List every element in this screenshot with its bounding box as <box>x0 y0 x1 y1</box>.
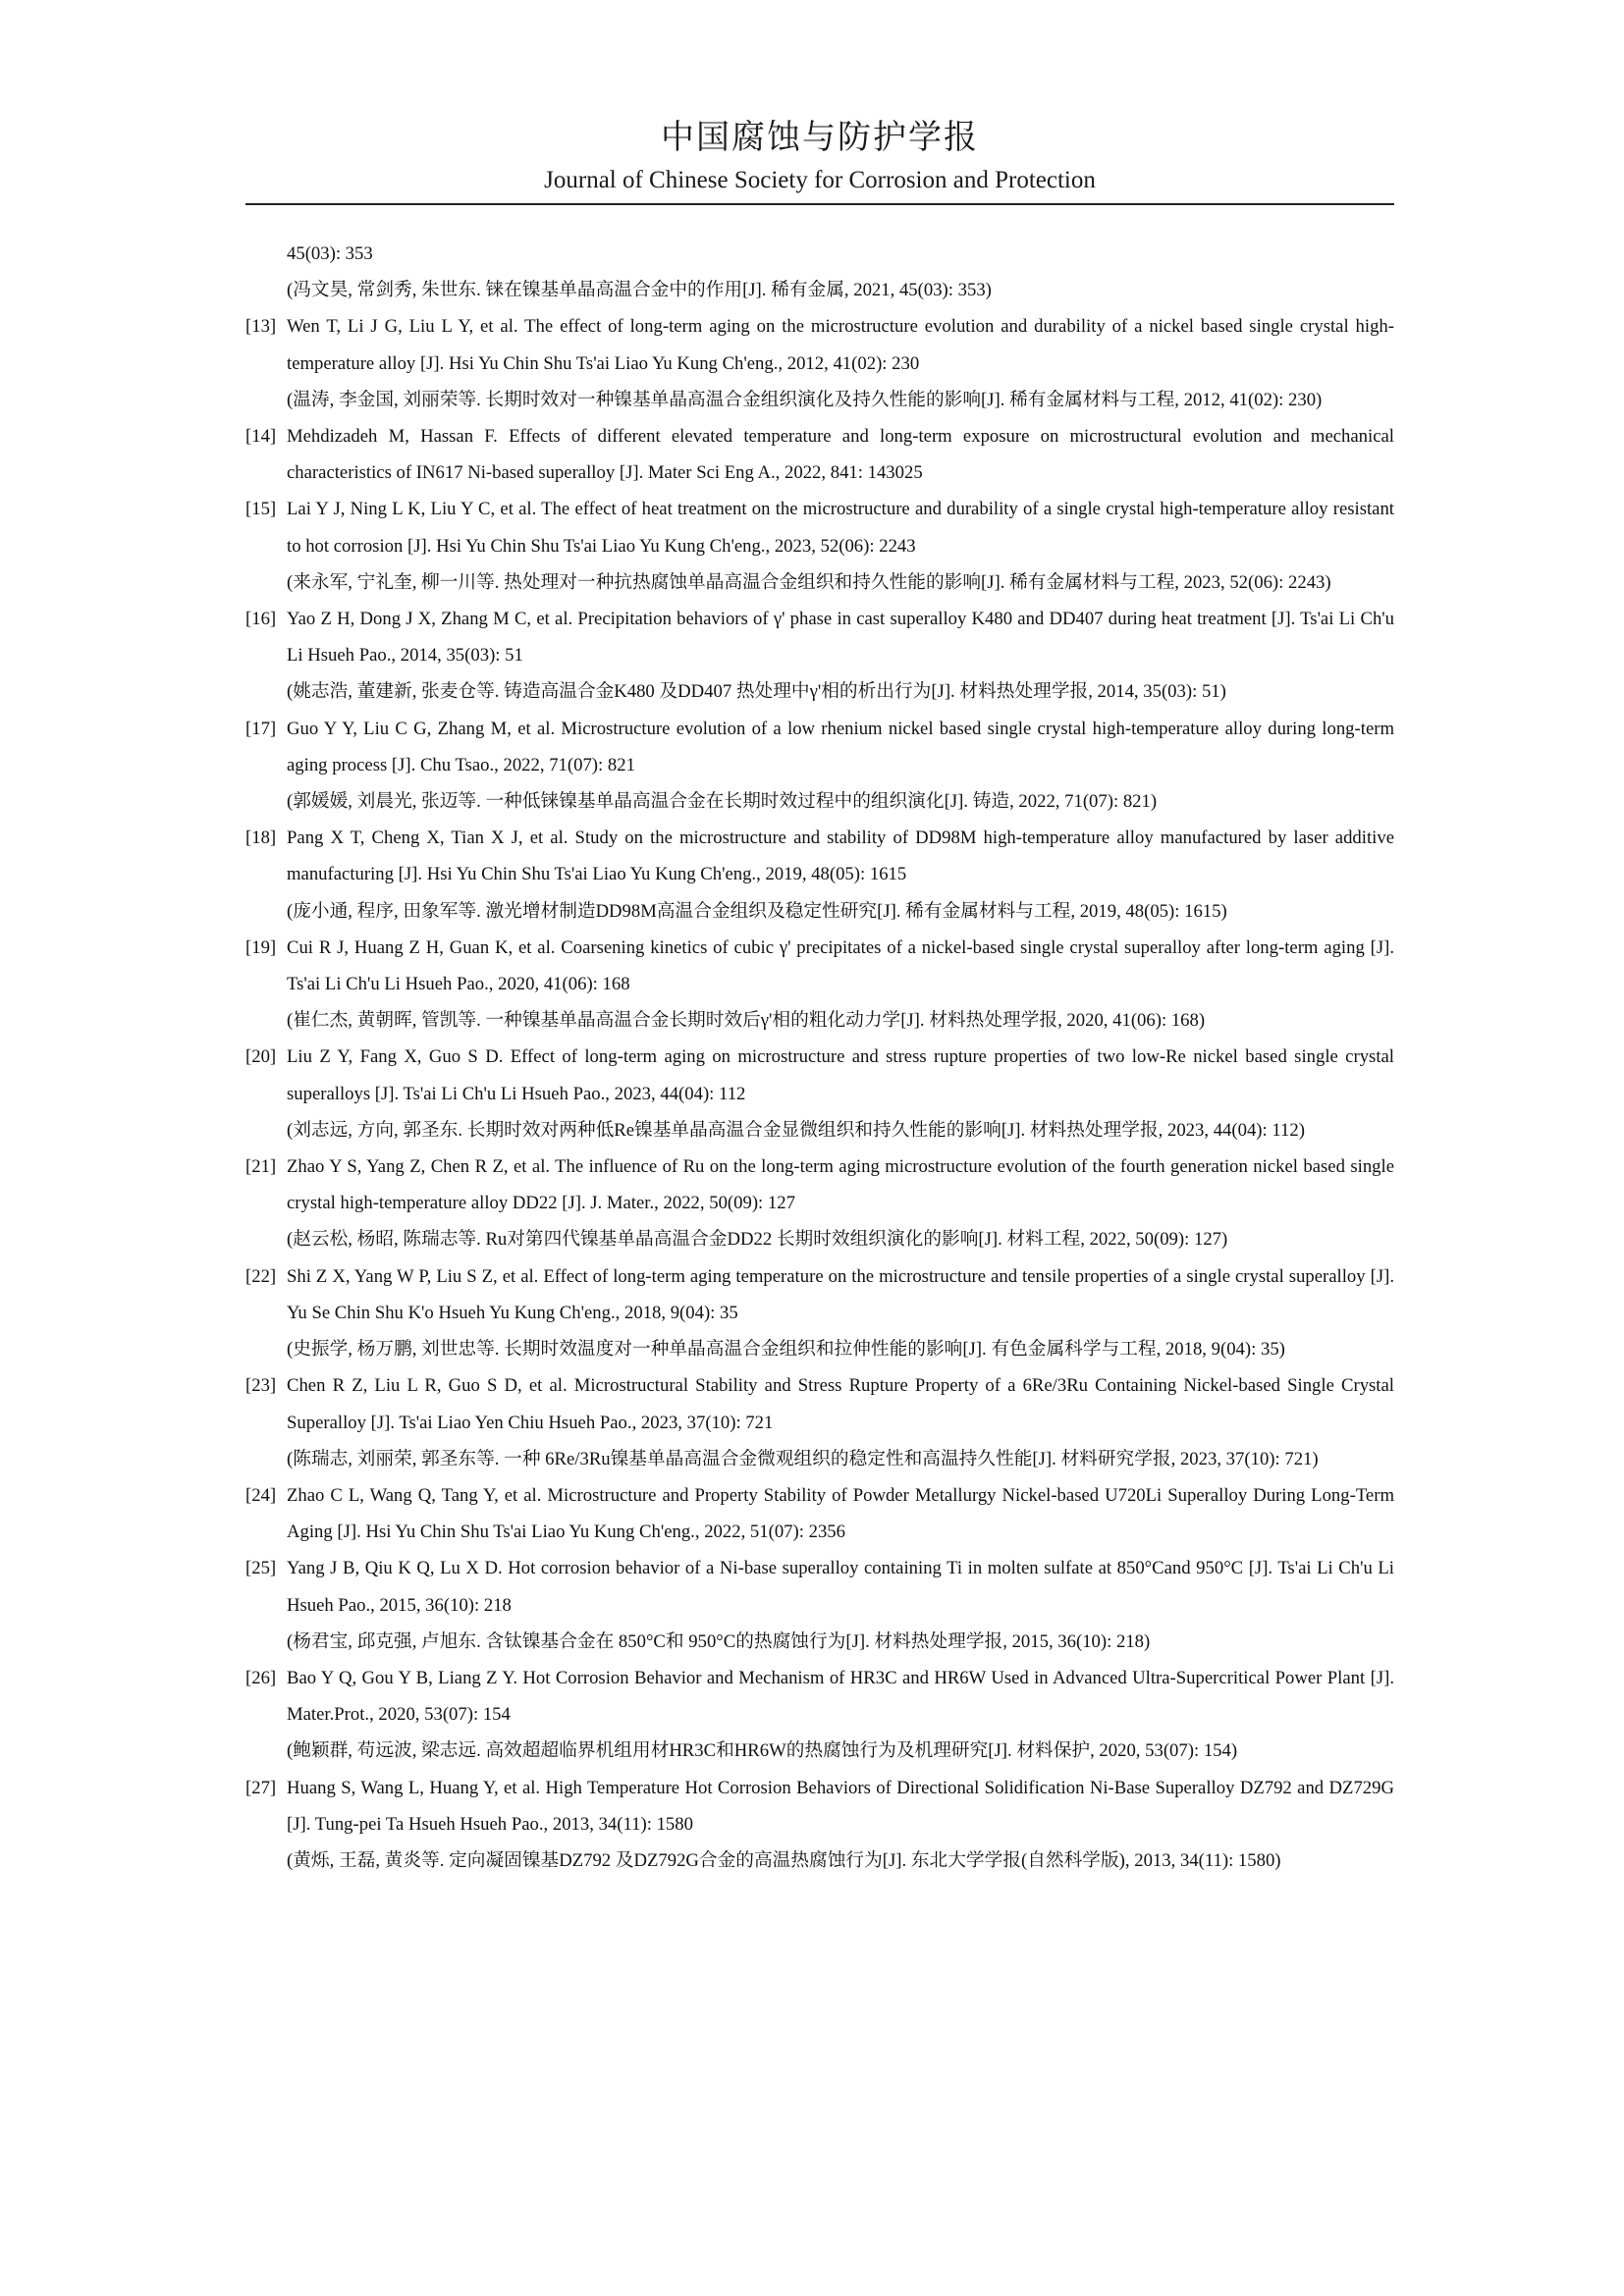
reference-item <box>245 1477 1394 1550</box>
reference-english-text: Lai Y J, Ning L K, Liu Y C, et al. The effect of heat treatment on the microstructure and durability of a single crystal high-temperature alloy resistant to hot corrosion [J]. Hsi Yu Chin Shu Ts'ai Liao Yu Kung Ch'eng., 2023, 52(06): 2243 <box>287 499 1394 557</box>
reference-number: [26] <box>245 1667 277 1688</box>
reference-number: [16] <box>245 609 277 630</box>
reference-item <box>245 1258 1394 1368</box>
reference-item <box>245 1148 1394 1258</box>
reference-item <box>245 491 1394 601</box>
reference-continued-from-previous-page <box>245 236 1394 308</box>
reference-list <box>245 236 1394 1879</box>
reference-english-text: Wen T, Li J G, Liu L Y, et al. The effect of long-term aging on the microstructure evolution and durability of a nickel based single crystal high-temperature alloy [J]. Hsi Yu Chin Shu Ts'ai Liao Yu Kung Ch'eng., 2012, 41(02): 230 <box>287 316 1394 374</box>
reference-chinese-text: (陈瑞志, 刘丽荣, 郭圣东等. 一种 6Re/3Ru镍基单晶高温合金微观组织的稳定性和高温持久性能[J]. 材料研究学报, 2023, 37(10): 721) <box>287 1448 1319 1469</box>
reference-item <box>245 1660 1394 1770</box>
reference-chinese-text: (温涛, 李金国, 刘丽荣等. 长期时效对一种镍基单晶高温合金组织演化及持久性能的影响[J]. 稀有金属材料与工程, 2012, 41(02): 230) <box>287 389 1323 410</box>
reference-number: [21] <box>245 1156 277 1178</box>
reference-item <box>245 308 1394 418</box>
reference-item <box>245 711 1394 821</box>
reference-chinese-text: (崔仁杰, 黄朝晖, 管凯等. 一种镍基单晶高温合金长期时效后γ'相的粗化动力学[J]. 材料热处理学报, 2020, 41(06): 168) <box>287 1010 1206 1032</box>
header-divider <box>245 203 1394 205</box>
reference-english-text: Zhao C L, Wang Q, Tang Y, et al. Microstructure and Property Stability of Powder Metallurgy Nickel-based U720Li Superalloy During Long-Term Aging [J]. Hsi Yu Chin Shu Ts'ai Liao Yu Kung Ch'eng., 2022, 51(07): 2356 <box>287 1484 1394 1543</box>
reference-chinese-text: (鲍颖群, 苟远波, 梁志远. 高效超超临界机组用材HR3C和HR6W的热腐蚀行为及机理研究[J]. 材料保护, 2020, 53(07): 154) <box>287 1740 1238 1762</box>
reference-english-text: 45(03): 353 <box>287 243 373 264</box>
reference-number: [18] <box>245 828 277 849</box>
reference-item <box>245 418 1394 491</box>
journal-title-english: Journal of Chinese Society for Corrosion and Protection <box>544 167 1096 193</box>
reference-chinese-text: (刘志远, 方向, 郭圣东. 长期时效对两种低Re镍基单晶高温合金显微组织和持久性能的影响[J]. 材料热处理学报, 2023, 44(04): 112) <box>287 1119 1305 1141</box>
reference-number: [27] <box>245 1777 277 1798</box>
reference-item <box>245 1367 1394 1477</box>
reference-number: [24] <box>245 1484 277 1506</box>
reference-number: [20] <box>245 1046 277 1068</box>
reference-english-text: Liu Z Y, Fang X, Guo S D. Effect of long-term aging on microstructure and stress rupture properties of two low-Re nickel based single crystal superalloys [J]. Ts'ai Li Ch'u Li Hsueh Pao., 2023, 44(04): 112 <box>287 1046 1394 1104</box>
journal-title-chinese: 中国腐蚀与防护学报 <box>661 118 979 157</box>
reference-item <box>245 1039 1394 1148</box>
reference-item <box>245 820 1394 930</box>
reference-english-text: Cui R J, Huang Z H, Guan K, et al. Coarsening kinetics of cubic γ' precipitates of a nickel-based single crystal superalloy after long-term aging [J]. Ts'ai Li Ch'u Li Hsueh Pao., 2020, 41(06): 168 <box>287 936 1394 995</box>
reference-english-text: Bao Y Q, Gou Y B, Liang Z Y. Hot Corrosion Behavior and Mechanism of HR3C and HR6W Used in Advanced Ultra-Supercritical Power Plant [J]. Mater.Prot., 2020, 53(07): 154 <box>287 1667 1394 1726</box>
reference-english-text: Yang J B, Qiu K Q, Lu X D. Hot corrosion behavior of a Ni-base superalloy containing Ti in molten sulfate at 850°Cand 950°C [J]. Ts'ai Li Ch'u Li Hsueh Pao., 2015, 36(10): 218 <box>287 1558 1394 1616</box>
reference-english-text: Yao Z H, Dong J X, Zhang M C, et al. Precipitation behaviors of γ' phase in cast superalloy K480 and DD407 during heat treatment [J]. Ts'ai Li Ch'u Li Hsueh Pao., 2014, 35(03): 51 <box>287 609 1394 667</box>
reference-english-text: Huang S, Wang L, Huang Y, et al. High Temperature Hot Corrosion Behaviors of Directional Solidification Ni-Base Superalloy DZ792 and DZ729G [J]. Tung-pei Ta Hsueh Hsueh Pao., 2013, 34(11): 1580 <box>287 1777 1394 1835</box>
reference-number: [22] <box>245 1265 277 1287</box>
reference-item <box>245 930 1394 1040</box>
reference-item <box>245 601 1394 711</box>
reference-number: [15] <box>245 499 277 520</box>
reference-chinese-text: (郭媛媛, 刘晨光, 张迈等. 一种低铼镍基单晶高温合金在长期时效过程中的组织演化[J]. 铸造, 2022, 71(07): 821) <box>287 791 1158 813</box>
reference-chinese-text: (赵云松, 杨昭, 陈瑞志等. Ru对第四代镍基单晶高温合金DD22 长期时效组织演化的影响[J]. 材料工程, 2022, 50(09): 127) <box>287 1229 1228 1251</box>
reference-english-text: Chen R Z, Liu L R, Guo S D, et al. Microstructural Stability and Stress Rupture Property of a 6Re/3Ru Containing Nickel-based Single Crystal Superalloy [J]. Ts'ai Liao Yen Chiu Hsueh Pao., 2023, 37(10): 721 <box>287 1375 1394 1433</box>
reference-number: [25] <box>245 1558 277 1579</box>
reference-chinese-text: (姚志浩, 董建新, 张麦仓等. 铸造高温合金K480 及DD407 热处理中γ'相的析出行为[J]. 材料热处理学报, 2014, 35(03): 51) <box>287 681 1226 703</box>
reference-number: [17] <box>245 718 277 739</box>
reference-english-text: Pang X T, Cheng X, Tian X J, et al. Study on the microstructure and stability of DD98M high-temperature alloy manufactured by laser additive manufacturing [J]. Hsi Yu Chin Shu Ts'ai Liao Yu Kung Ch'eng., 2019, 48(05): 1615 <box>287 828 1394 885</box>
reference-english-text: Guo Y Y, Liu C G, Zhang M, et al. Microstructure evolution of a low rhenium nickel based single crystal high-temperature alloy during long-term aging process [J]. Chu Tsao., 2022, 71(07): 821 <box>287 718 1394 775</box>
reference-chinese-text: (来永军, 宁礼奎, 柳一川等. 热处理对一种抗热腐蚀单晶高温合金组织和持久性能的影响[J]. 稀有金属材料与工程, 2023, 52(06): 2243) <box>287 571 1331 593</box>
reference-chinese-text: (庞小通, 程序, 田象军等. 激光增材制造DD98M高温合金组织及稳定性研究[J]. 稀有金属材料与工程, 2019, 48(05): 1615) <box>287 900 1227 922</box>
journal-header <box>245 116 1394 196</box>
reference-chinese-text: (黄烁, 王磊, 黄炎等. 定向凝固镍基DZ792 及DZ792G合金的高温热腐蚀行为[J]. 东北大学学报(自然科学版), 2013, 34(11): 1580) <box>287 1849 1281 1871</box>
reference-number: [23] <box>245 1375 277 1397</box>
reference-english-text: Zhao Y S, Yang Z, Chen R Z, et al. The influence of Ru on the long-term aging microstructure evolution of the fourth generation nickel based single crystal high-temperature alloy DD22 [J]. J. Mater., 2022, 50(09): 127 <box>287 1156 1394 1214</box>
reference-chinese-text: (史振学, 杨万鹏, 刘世忠等. 长期时效温度对一种单晶高温合金组织和拉伸性能的影响[J]. 有色金属科学与工程, 2018, 9(04): 35) <box>287 1339 1285 1361</box>
reference-chinese-text: (杨君宝, 邱克强, 卢旭东. 含钛镍基合金在 850°C和 950°C的热腐蚀行为[J]. 材料热处理学报, 2015, 36(10): 218) <box>287 1630 1151 1652</box>
reference-chinese-text: (冯文昊, 常剑秀, 朱世东. 铼在镍基单晶高温合金中的作用[J]. 稀有金属, 2021, 45(03): 353) <box>287 280 992 301</box>
reference-number: [19] <box>245 936 277 958</box>
reference-number: [13] <box>245 316 277 338</box>
reference-english-text: Mehdizadeh M, Hassan F. Effects of different elevated temperature and long-term exposure on microstructural evolution and mechanical characteristics of IN617 Ni-based superalloy [J]. Mater Sci Eng A., 2022, 841: 143025 <box>287 426 1394 484</box>
reference-item <box>245 1770 1394 1880</box>
reference-item <box>245 1550 1394 1660</box>
reference-number: [14] <box>245 426 277 448</box>
reference-english-text: Shi Z X, Yang W P, Liu S Z, et al. Effect of long-term aging temperature on the microstructure and tensile properties of a single crystal superalloy [J]. Yu Se Chin Shu K'o Hsueh Yu Kung Ch'eng., 2018, 9(04): 35 <box>287 1265 1394 1323</box>
